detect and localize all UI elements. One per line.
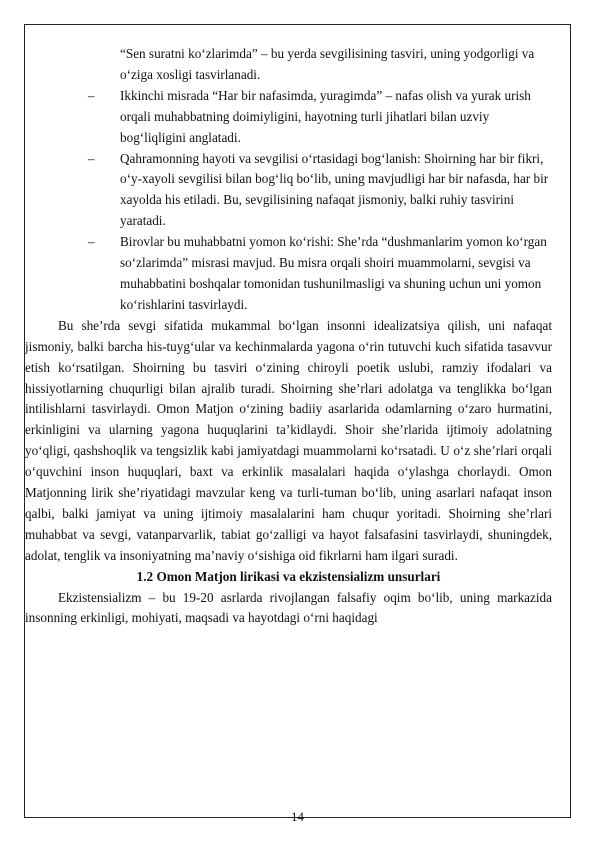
section-heading: 1.2 Omon Matjon lirikasi va ekzistensializm unsurlari [136,568,441,584]
last-paragraph: Ekzistensializm – bu 19-20 asrlarda rivojlangan falsafiy oqim bo‘lib, uning markazida insonning erkinligi, mohiyati, maqsadi va hayotdagi o‘rni haqidagi [25,589,552,626]
document-body [25,44,552,629]
bullet-dash: – [88,150,95,166]
main-paragraph: Bu she’rda sevgi sifatida mukammal bo‘lgan insonni idealizatsiya qilish, uni nafaqat jismoniy, balki barcha his-tuyg‘ular va kechinmalarda yagona o‘rin tutuvchi kuch sifatida tasavvur etish ko‘rsatilgan. Shoirning bu tasviri o‘zining chiroyli poetik uslubi, ramziy ifodalari va hissiyotlarning chuqurligi bilan ajralib turadi. Shoirning she’rlari adolatga va tenglikka bo‘lgan intilishlarni tasvirlaydi. Omon Matjon o‘zining badiiy asarlarida odamlarning o‘zaro hurmatini, erkinligini va ularning yagona huquqlarini ta’kidlaydi. Shoir she’rlarida ijtimoiy adolatning yo‘qligi, qashshoqlik va tengsizlik kabi jamiyatdagi muammolarni ko‘rsatadi. U o‘z she’rlari orqali o‘quvchini inson huquqlari, baxt va erkinlik masalalari haqida o‘ylashga chorlaydi. Omon Matjonning lirik she’riyatidagi mavzular keng va turli-tuman bo‘lib, uning asarlari nafaqat inson qalbi, balki jamiyat va uning ijtimoiy masalalarini ham chuqur yoritadi. Shoirning she’rlari muhabbat va sevgi, vatanparvarlik, tabiat go‘zalligi va hayot falsafasini tasvirlaydi, shuningdek, adolat, tenglik va insoniyatning ma’naviy o‘sishiga oid fikrlarni ham ilgari suradi. [25,317,552,563]
bullet-text: Ikkinchi misrada “Har bir nafasimda, yuragimda” – nafas olish va yurak urish orqali muhabbatning doimiyligini, hayotning turli jihatlari bilan uzviy bog‘liqligini anglatadi. [120,87,531,145]
page-number: 14 [291,809,304,824]
bullet-dash: – [88,234,95,250]
intro-continuation: “Sen suratni ko‘zlarimda” – bu yerda sevgilisining tasviri, uning yodgorligi va o‘ziga xosligi tasvirlanadi. [120,46,535,82]
bullet-text: Birovlar bu muhabbatni yomon ko‘rishi: She’rda “dushmanlarim yomon ko‘rgan so‘zlarimda” misrasi mavjud. Bu misra orqali shoiri muammolarni, sevgisi va muhabbatini boshqalar tomonidan tushunilmasligi va shuning uchun uni yomon ko‘rishlarini tasvirlaydi. [120,234,547,312]
bullet-dash: – [88,87,95,103]
bullet-item [88,149,552,233]
bullet-item [88,86,552,149]
bullet-text: Qahramonning hayoti va sevgilisi o‘rtasidagi bog‘lanish: Shoirning har bir fikri, o‘y-xayoli sevgilisi bilan bog‘liq bo‘lib, uning mavjudligi har bir nafasda, har bir xayolda his etiladi. Bu, sevgilisining nafaqat jismoniy, balki ruhiy tasvirini yaratadi. [120,150,549,229]
bullet-item [88,232,552,316]
